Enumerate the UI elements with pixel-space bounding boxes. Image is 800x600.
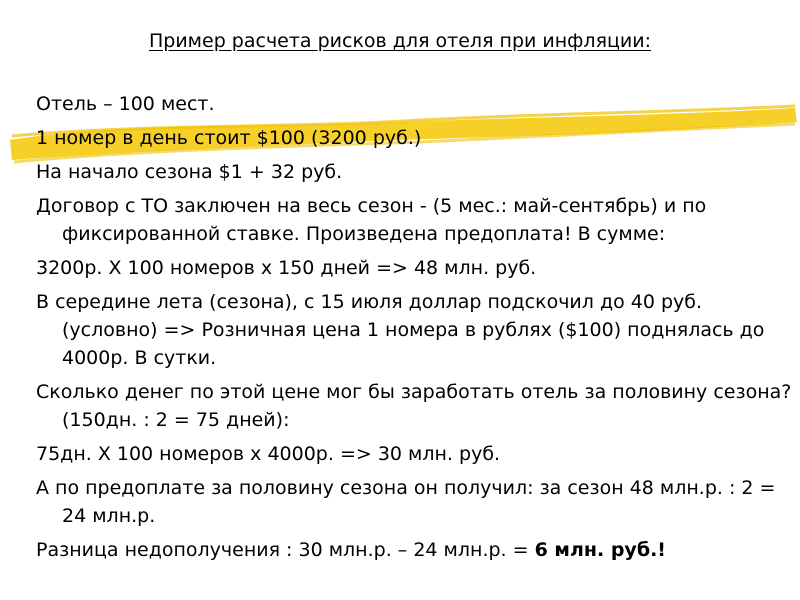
- paragraph-season-start-rate: [36, 158, 796, 186]
- paragraph-difference: [36, 536, 796, 564]
- paragraph-question: [36, 378, 796, 434]
- paragraph-text: 3200р. Х 100 номеров х 150 дней => 48 млн. руб.: [36, 257, 537, 279]
- paragraph-text: 1 номер в день стоит $100 (3200 руб.): [36, 127, 422, 149]
- paragraph-hotel-capacity: [36, 90, 796, 118]
- paragraph-contract-sum: [36, 254, 796, 282]
- difference-result: 6 млн. руб.!: [534, 539, 666, 561]
- paragraph-text: Разница недополучения : 30 млн.р. – 24 млн.р. =: [36, 539, 535, 561]
- slide-body: [36, 90, 796, 570]
- paragraph-potential-revenue: [36, 440, 796, 468]
- paragraph-text: В середине лета (сезона), с 15 июля доллар подскочил до 40 руб. (условно) => Розничная цена 1 номера в рублях ($100) поднялась до 4000р. В сутки.: [36, 291, 765, 369]
- paragraph-dollar-rise: [36, 288, 796, 372]
- slide-title: Пример расчета рисков для отеля при инфляции:: [148, 30, 652, 52]
- paragraph-text: На начало сезона $1 + 32 руб.: [36, 161, 343, 183]
- paragraph-text: Сколько денег по этой цене мог бы заработать отель за половину сезона? (150дн. : 2 = 75 дней):: [36, 381, 792, 431]
- paragraph-prepaid-revenue: [36, 474, 796, 530]
- paragraph-text: Отель – 100 мест.: [36, 93, 215, 115]
- paragraph-text: А по предоплате за половину сезона он получил: за сезон 48 млн.р. : 2 = 24 млн.р.: [36, 477, 776, 527]
- paragraph-text: Договор с ТО заключен на весь сезон - (5 мес.: май-сентябрь) и по фиксированной ставке. Произведена предоплата! В сумме:: [36, 195, 707, 245]
- paragraph-text: 75дн. Х 100 номеров х 4000р. => 30 млн. руб.: [36, 443, 501, 465]
- paragraph-room-price: [36, 124, 796, 152]
- paragraph-contract: [36, 192, 796, 248]
